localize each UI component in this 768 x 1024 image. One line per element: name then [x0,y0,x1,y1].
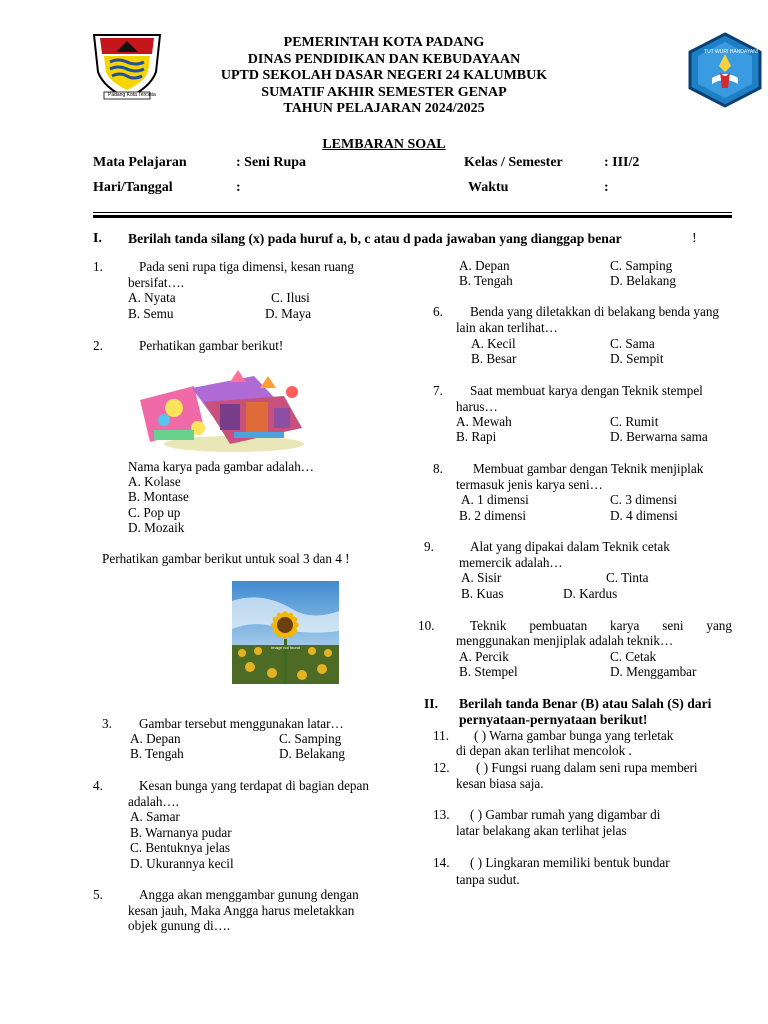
option-b[interactable]: B. Stempel [459,664,518,679]
tut-wuri-caption: TUT WURI HANDAYANI [704,49,759,55]
subject-value: : Seni Rupa [236,155,307,170]
option-c[interactable]: C. Tinta [606,570,649,585]
class-value: : III/2 [604,155,640,170]
option-c[interactable]: C. Pop up [128,505,181,520]
question-stem: Perhatikan gambar berikut! [139,338,284,353]
option-c[interactable]: C. Sama [610,336,655,351]
section-1-exclaim: ! [692,231,697,246]
option-c[interactable]: C. Samping [610,258,673,273]
option-a[interactable]: A. Mewah [456,414,512,429]
class-label: Kelas / Semester [464,155,563,170]
option-b[interactable]: B. Besar [471,351,517,366]
section-1-instruction: Berilah tanda silang (x) pada huruf a, b, c atau d pada jawaban yang dianggap benar [128,231,622,246]
question-number: 6. [433,304,443,319]
question-stem-line-2: menggunakan menjiplak adalah teknik… [456,633,674,648]
day-value: : [236,180,241,195]
option-a[interactable]: A. 1 dimensi [461,492,529,507]
option-b[interactable]: B. Kuas [461,586,504,601]
divider-thick [93,215,732,218]
option-d[interactable]: D. Kardus [563,586,618,601]
divider-thin [93,212,732,213]
header-line-2: DINAS PENDIDIKAN DAN KEBUDAYAAN [247,52,521,67]
option-b[interactable]: B. Tengah [459,273,513,288]
question-number: 14. [433,855,450,870]
day-label: Hari/Tanggal [93,180,173,195]
option-d[interactable]: D. 4 dimensi [610,508,678,523]
question-number: 12. [433,760,450,775]
question-number: 4. [93,778,103,793]
option-c[interactable]: C. Samping [279,731,342,746]
option-a[interactable]: A. Kecil [471,336,516,351]
padang-logo-caption: Padang Kota Tercinta [108,92,156,98]
option-b[interactable]: B. Semu [128,306,174,321]
option-b[interactable]: B. 2 dimensi [459,508,527,523]
statement-line-1: ( ) Lingkaran memiliki bentuk bundar [470,855,670,870]
statement-line-1: ( ) Gambar rumah yang digambar di [470,807,661,822]
option-b[interactable]: B. Rapi [456,429,497,444]
option-b[interactable]: B. Tengah [130,746,184,761]
section-2-instruction-line-1: Berilah tanda Benar (B) atau Salah (S) dari [459,696,712,711]
question-stem: Saat membuat karya dengan Teknik stempel harus… [456,383,703,414]
option-c[interactable]: C. Ilusi [271,290,310,305]
question-stem: Membuat gambar dengan Teknik menjiplak termasuk jenis karya seni… [456,461,704,492]
header-line-3: UPTD SEKOLAH DASAR NEGERI 24 KALUMBUK [220,68,548,83]
option-b[interactable]: B. Warnanya pudar [130,825,232,840]
statement-line-1: ( ) Warna gambar bunga yang terletak [474,728,674,743]
section-2-instruction-line-2: pernyataan-pernyataan berikut! [459,712,648,727]
question-stem: Gambar tersebut menggunakan latar… [139,716,344,731]
option-d[interactable]: D. Belakang [279,746,345,761]
section-1-numeral: I. [93,231,102,246]
time-label: Waktu [468,180,509,195]
pop-up-art-image [134,368,310,456]
statement-line-2: kesan biasa saja. [456,776,544,791]
question-stem: Alat yang dipakai dalam Teknik cetak memercik adalah… [459,539,670,570]
header-line-1: PEMERINTAH KOTA PADANG [283,35,485,50]
question-number: 7. [433,383,443,398]
statement-line-2: latar belakang akan terlihat jelas [456,823,627,838]
option-a[interactable]: A. Percik [459,649,509,664]
question-number: 5. [93,887,103,902]
question-stem: Benda yang diletakkan di belakang benda yang lain akan terlihat… [456,304,720,335]
question-number: 9. [424,539,434,554]
question-stem: Angga akan menggambar gunung dengan kesan jauh, Maka Angga harus meletakkan objek gunung di…. [128,887,359,933]
question-stem: Kesan bunga yang terdapat di bagian depan adalah…. [128,778,369,809]
option-d[interactable]: D. Sempit [610,351,664,366]
option-a[interactable]: A. Samar [130,809,180,824]
section-2-numeral: II. [424,696,438,711]
question-number: 3. [102,716,112,731]
option-d[interactable]: D. Ukurannya kecil [130,856,234,871]
question-number: 1. [93,259,103,274]
header-line-5: TAHUN PELAJARAN 2024/2025 [283,101,485,116]
option-a[interactable]: A. Sisir [461,570,502,585]
question-number: 13. [433,807,450,822]
question-number: 8. [433,461,443,476]
option-a[interactable]: A. Depan [130,731,181,746]
statement-line-2: di depan akan terlihat mencolok . [456,743,632,758]
question-stem: Pada seni rupa tiga dimensi, kesan ruang bersifat…. [128,259,354,290]
option-b[interactable]: B. Montase [128,489,189,504]
option-c[interactable]: C. Rumit [610,414,659,429]
q3-q4-intro: Perhatikan gambar berikut untuk soal 3 dan 4 ! [102,551,350,566]
question-number: 2. [93,338,103,353]
sunflower-photo [232,581,339,684]
option-a[interactable]: A. Depan [459,258,510,273]
option-a[interactable]: A. Nyata [128,290,176,305]
subject-label: Mata Pelajaran [93,155,187,170]
option-c[interactable]: C. Cetak [610,649,657,664]
option-c[interactable]: C. Bentuknya jelas [130,840,230,855]
question-stem-line-1: Teknik pembuatan karya seni yang [470,618,732,633]
option-d[interactable]: D. Menggambar [610,664,697,679]
question-prompt: Nama karya pada gambar adalah… [128,459,314,474]
option-d[interactable]: D. Belakang [610,273,676,288]
option-d[interactable]: D. Maya [265,306,312,321]
option-a[interactable]: A. Kolase [128,474,181,489]
time-value: : [604,180,609,195]
header-line-4: SUMATIF AKHIR SEMESTER GENAP [261,85,507,100]
option-d[interactable]: D. Mozaik [128,520,185,535]
statement-line-1: ( ) Fungsi ruang dalam seni rupa memberi [476,760,698,775]
statement-line-2: tanpa sudut. [456,872,520,887]
question-number: 11. [433,728,449,743]
option-c[interactable]: C. 3 dimensi [610,492,678,507]
sheet-title: LEMBARAN SOAL [322,137,446,152]
option-d[interactable]: D. Berwarna sama [610,429,708,444]
photo-caption: Image not found [271,645,300,650]
question-number: 10. [418,618,435,633]
